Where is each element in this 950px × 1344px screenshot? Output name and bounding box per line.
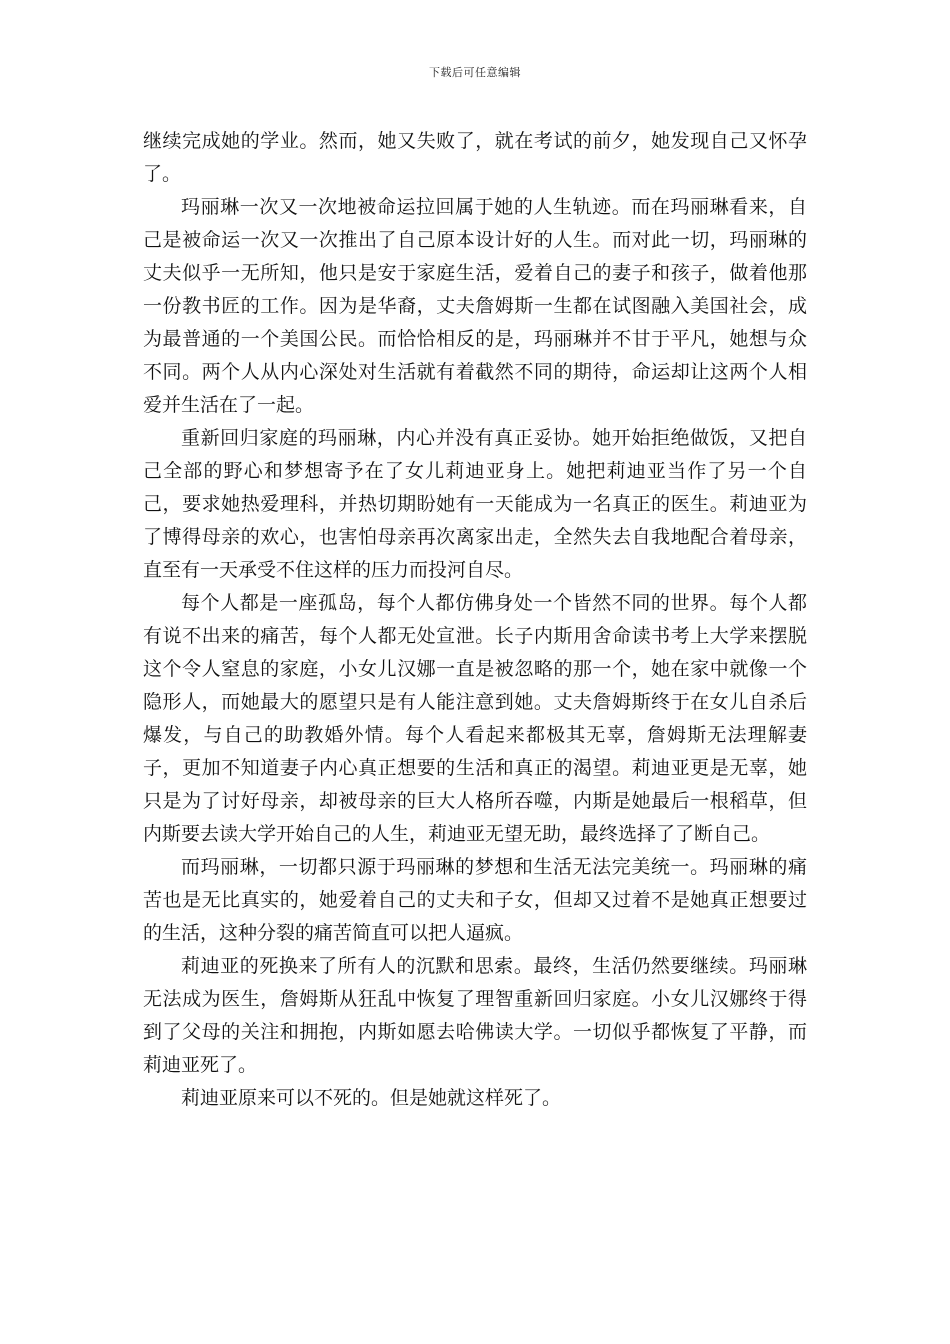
paragraph: 重新回归家庭的玛丽琳，内心并没有真正妥协。她开始拒绝做饭，又把自己全部的野心和梦想寄予在了女儿莉迪亚身上。她把莉迪亚当作了另一个自己，要求她热爱理科，并热切期盼她有一天能成为一名真正的医生。莉迪亚为了博得母亲的欢心，也害怕母亲再次离家出走，全然失去自我地配合着母亲，直至有一天承受不住这样的压力而投河自尽。 [143, 427, 807, 581]
paragraph: 继续完成她的学业。然而，她又失败了，就在考试的前夕，她发现自己又怀孕了。 [143, 130, 807, 185]
paragraph: 莉迪亚原来可以不死的。但是她就这样死了。 [181, 1087, 562, 1109]
page-header: 下载后可任意编辑 [429, 66, 521, 79]
paragraph: 莉迪亚的死换来了所有人的沉默和思索。最终，生活仍然要继续。玛丽琳无法成为医生，詹姆斯从狂乱中恢复了理智重新回归家庭。小女儿汉娜终于得到了父母的关注和拥抱，内斯如愿去哈佛读大学。一切似乎都恢复了平静，而莉迪亚死了。 [143, 955, 807, 1076]
body-text [143, 125, 807, 1115]
paragraph: 每个人都是一座孤岛，每个人都仿佛身处一个皆然不同的世界。每个人都有说不出来的痛苦，每个人都无处宣泄。长子内斯用舍命读书考上大学来摆脱这个令人窒息的家庭，小女儿汉娜一直是被忽略的那一个，她在家中就像一个隐形人，而她最大的愿望只是有人能注意到她。丈夫詹姆斯终于在女儿自杀后爆发，与自己的助教婚外情。每个人看起来都极其无辜，詹姆斯无法理解妻子，更加不知道妻子内心真正想要的生活和真正的渴望。莉迪亚更是无辜，她只是为了讨好母亲，却被母亲的巨大人格所吞噬，内斯是她最后一根稻草，但内斯要去读大学开始自己的人生，莉迪亚无望无助，最终选择了了断自己。 [143, 592, 807, 845]
paragraph: 玛丽琳一次又一次地被命运拉回属于她的人生轨迹。而在玛丽琳看来，自己是被命运一次又一次推出了自己原本设计好的人生。而对此一切，玛丽琳的丈夫似乎一无所知，他只是安于家庭生活，爱着自己的妻子和孩子，做着他那一份教书匠的工作。因为是华裔，丈夫詹姆斯一生都在试图融入美国社会，成为最普通的一个美国公民。而恰恰相反的是，玛丽琳并不甘于平凡，她想与众不同。两个人从内心深处对生活就有着截然不同的期待，命运却让这两个人相爱并生活在了一起。 [143, 196, 807, 416]
paragraph: 而玛丽琳，一切都只源于玛丽琳的梦想和生活无法完美统一。玛丽琳的痛苦也是无比真实的，她爱着自己的丈夫和子女，但却又过着不是她真正想要过的生活，这种分裂的痛苦简直可以把人逼疯。 [143, 856, 807, 944]
